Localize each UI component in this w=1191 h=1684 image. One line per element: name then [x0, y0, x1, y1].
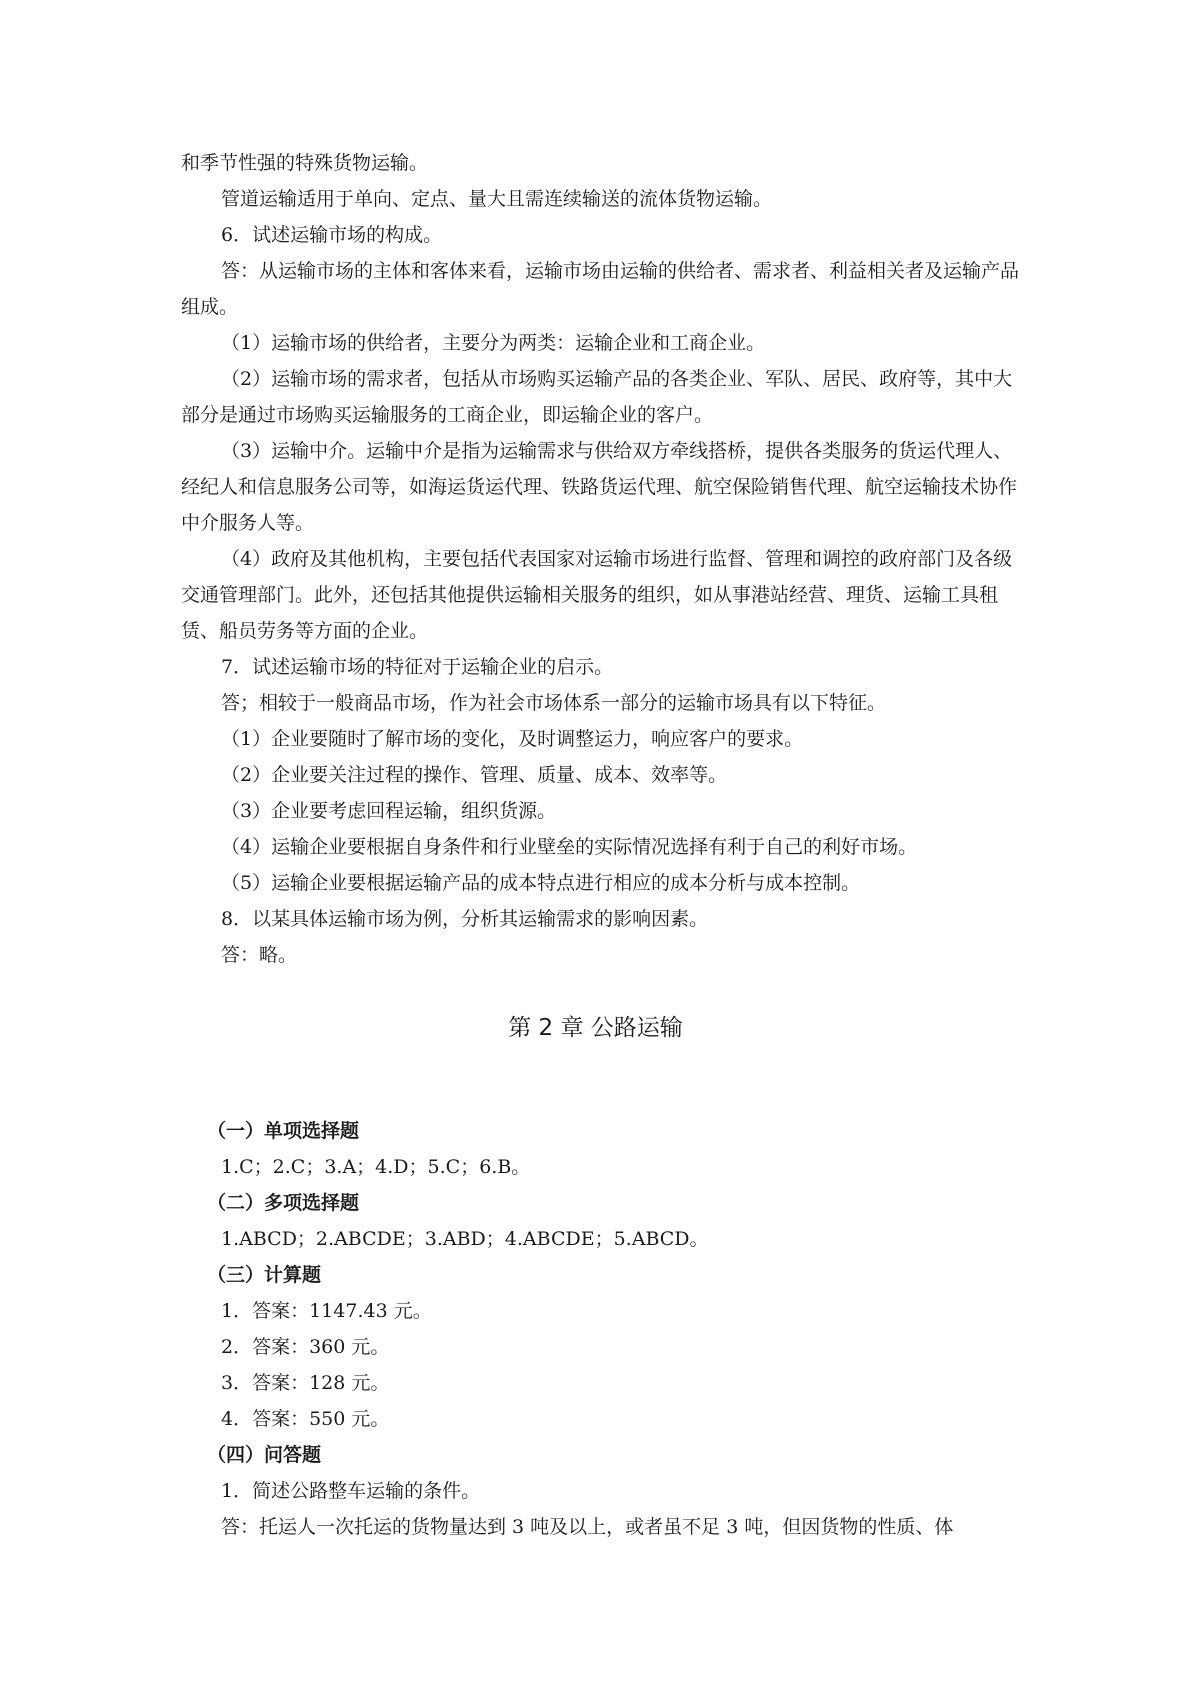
answer-7-item: （1）企业要随时了解市场的变化，及时调整运力，响应客户的要求。: [221, 728, 804, 750]
question-8: 8．以某具体运输市场为例，分析其运输需求的影响因素。: [221, 908, 709, 930]
paragraph-continuation: 和季节性强的特殊货物运输。: [181, 152, 429, 174]
answer-7-item: （4）运输企业要根据自身条件和行业壁垒的实际情况选择有利于自己的利好市场。: [221, 836, 918, 858]
chapter-title: 第 2 章 公路运输: [508, 1015, 683, 1041]
section-answers: 1.C；2.C；3.A；4.D；5.C；6.B。: [221, 1156, 531, 1178]
calc-answer: 4．答案：550 元。: [221, 1408, 390, 1430]
answer-7-item: （3）企业要考虑回程运输，组织货源。: [221, 800, 557, 822]
calc-answer: 2．答案：360 元。: [221, 1336, 390, 1358]
question-7: 7．试述运输市场的特征对于运输企业的启示。: [221, 656, 614, 678]
calc-answer: 1．答案：1147.43 元。: [221, 1300, 432, 1322]
answer-7: 答；相较于一般商品市场，作为社会市场体系一部分的运输市场具有以下特征。: [221, 692, 887, 714]
section-heading: （四）问答题: [207, 1444, 322, 1466]
answer-6-item: （4）政府及其他机构，主要包括代表国家对运输市场进行监督、管理和调控的政府部门及各级交通管理部门。此外，还包括其他提供运输相关服务的组织，如从事港站经营、理货、运输工具租赁、船员劳务等方面的企业。: [181, 548, 1013, 642]
chapter1-tail: [181, 145, 1021, 973]
paragraph-pipeline: 管道运输适用于单向、定点、量大且需连续输送的流体货物运输。: [221, 188, 773, 210]
question-6: 6．试述运输市场的构成。: [221, 224, 443, 246]
chapter2-body: [181, 1113, 1021, 1545]
answer-6-item: （2）运输市场的需求者，包括从市场购买运输产品的各类企业、军队、居民、政府等，其中大部分是通过市场购买运输服务的工商企业，即运输企业的客户。: [181, 368, 1013, 426]
answer-7-item: （2）企业要关注过程的操作、管理、质量、成本、效率等。: [221, 764, 728, 786]
section-heading: （二）多项选择题: [207, 1192, 360, 1214]
calc-answer: 3．答案：128 元。: [221, 1372, 390, 1394]
answer-6: 答：从运输市场的主体和客体来看，运输市场由运输的供给者、需求者、利益相关者及运输产品组成。: [181, 260, 1020, 318]
answer-8: 答：略。: [221, 944, 298, 966]
answer-6-item: （1）运输市场的供给者，主要分为两类：运输企业和工商企业。: [221, 332, 766, 354]
answer-1: 答：托运人一次托运的货物量达到 3 吨及以上，或者虽不足 3 吨，但因货物的性质、体: [221, 1516, 954, 1538]
section-heading: （三）计算题: [207, 1264, 322, 1286]
section-answers: 1.ABCD；2.ABCDE；3.ABD；4.ABCDE；5.ABCD。: [221, 1228, 709, 1250]
section-heading: （一）单项选择题: [207, 1120, 360, 1142]
answer-6-item: （3）运输中介。运输中介是指为运输需求与供给双方牵线搭桥，提供各类服务的货运代理人、经纪人和信息服务公司等，如海运货运代理、铁路货运代理、航空保险销售代理、航空运输技术协作中介服务人等。: [181, 440, 1018, 534]
answer-7-item: （5）运输企业要根据运输产品的成本特点进行相应的成本分析与成本控制。: [221, 872, 861, 894]
question-1: 1．简述公路整车运输的条件。: [221, 1480, 481, 1502]
